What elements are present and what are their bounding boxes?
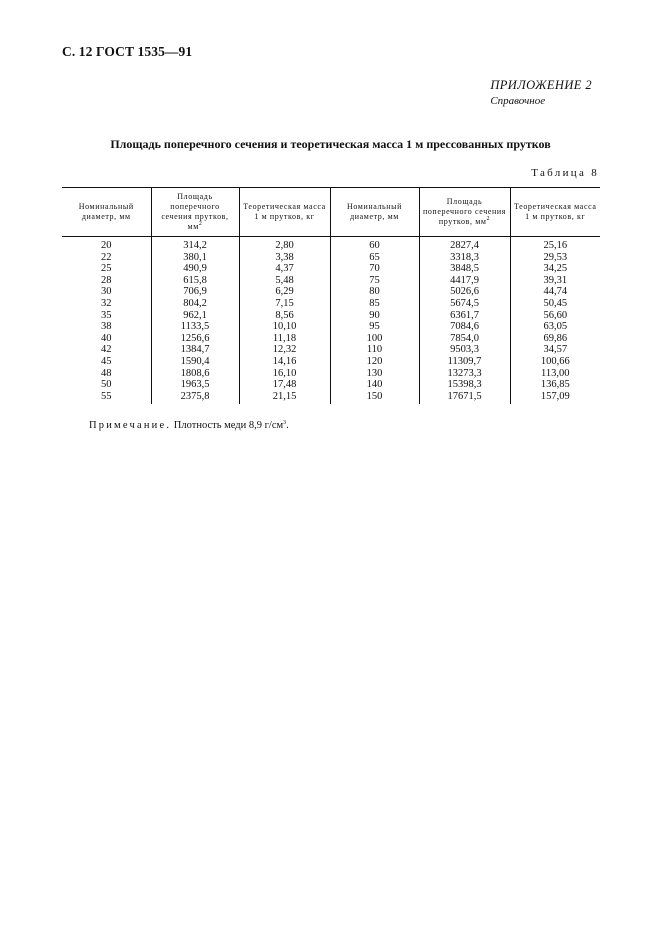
table-cell: 4,37 (239, 263, 330, 275)
table-cell: 90 (330, 310, 419, 322)
table-cell: 5674,5 (419, 298, 510, 310)
table-cell: 34,25 (510, 263, 600, 275)
table-cell: 63,05 (510, 321, 600, 333)
table-row (62, 298, 600, 310)
table-cell: 25 (101, 263, 112, 275)
note-label: Примечание. (89, 420, 172, 431)
table-cell: 32 (101, 297, 112, 309)
note-text: Плотность меди 8,9 г/см (173, 420, 284, 431)
appendix-block (490, 78, 592, 107)
table-cell: 100 (330, 333, 419, 345)
table-cell: 95 (330, 321, 419, 333)
table-cell: 8,56 (239, 310, 330, 322)
table-cell: 3848,5 (419, 263, 510, 275)
appendix-title: ПРИЛОЖЕНИЕ 2 (490, 78, 592, 92)
table-cell: 65 (330, 252, 419, 264)
table-cell: 56,60 (510, 310, 600, 322)
table-cell: 29,53 (510, 252, 600, 264)
table-cell: 110 (330, 344, 419, 356)
table-cell: 15398,3 (419, 379, 510, 391)
table-cell: 9503,3 (419, 344, 510, 356)
table-row (62, 321, 600, 333)
header-cell: Теоретическая масса 1 м прутков, кг (239, 188, 330, 237)
table-cell: 11,18 (239, 333, 330, 345)
table-cell: 38 (101, 321, 112, 333)
table-cell: 150 (330, 391, 419, 405)
table-row (62, 391, 600, 405)
table-body (62, 237, 600, 405)
table-cell: 3318,3 (419, 252, 510, 264)
table-cell: 157,09 (510, 391, 600, 405)
appendix-subtitle: Справочное (490, 95, 546, 107)
table-cell: 20 (101, 240, 112, 251)
table-cell: 706,9 (151, 286, 239, 298)
table-cell: 75 (330, 275, 419, 287)
table-row (62, 333, 600, 345)
table-row (62, 263, 600, 275)
table-row (62, 368, 600, 380)
table-cell: 25,16 (510, 237, 600, 252)
table-cell: 130 (330, 368, 419, 380)
table-header-row (62, 188, 600, 237)
table-cell: 2,80 (239, 237, 330, 252)
table-cell: 1590,4 (151, 356, 239, 368)
table-cell: 6,29 (239, 286, 330, 298)
table-cell: 5,48 (239, 275, 330, 287)
table-cell: 7084,6 (419, 321, 510, 333)
table-cell: 2827,4 (419, 237, 510, 252)
table-cell: 42 (101, 344, 112, 356)
table-cell: 2375,8 (151, 391, 239, 405)
header-cell: Теоретическая масса 1 м прутков, кг (510, 188, 600, 237)
table-cell: 1256,6 (151, 333, 239, 345)
table-cell: 22 (101, 251, 112, 263)
table-cell: 7854,0 (419, 333, 510, 345)
table-cell: 100,66 (510, 356, 600, 368)
table-cell: 1133,5 (151, 321, 239, 333)
bars-table (62, 187, 600, 404)
table-cell: 44,74 (510, 286, 600, 298)
table-cell: 48 (101, 367, 112, 379)
table-cell: 4417,9 (419, 275, 510, 287)
table-cell: 314,2 (151, 237, 239, 252)
table-cell: 80 (330, 286, 419, 298)
table-cell: 804,2 (151, 298, 239, 310)
table-cell: 21,15 (239, 391, 330, 405)
table-cell: 50,45 (510, 298, 600, 310)
table-cell: 12,32 (239, 344, 330, 356)
table-cell: 380,1 (151, 252, 239, 264)
table-row (62, 379, 600, 391)
table-cell: 39,31 (510, 275, 600, 287)
table-row (62, 286, 600, 298)
table-cell: 6361,7 (419, 310, 510, 322)
table-cell: 1963,5 (151, 379, 239, 391)
table-row (62, 356, 600, 368)
table-cell: 1384,7 (151, 344, 239, 356)
table-row (62, 310, 600, 322)
table-cell: 28 (101, 274, 112, 286)
table-cell: 17,48 (239, 379, 330, 391)
table-label: Таблица 8 (531, 167, 599, 179)
header-cell: Номинальный диаметр, мм (330, 188, 419, 237)
table-cell: 5026,6 (419, 286, 510, 298)
table-row (62, 275, 600, 287)
header-cell: Номинальный диаметр, мм (62, 188, 151, 237)
table-cell: 120 (330, 356, 419, 368)
table-cell: 30 (101, 286, 112, 298)
header-cell: Площадь поперечного сечения прутков, $мм^2$ (419, 188, 510, 237)
page-header: С. 12 ГОСТ 1535—91 (62, 44, 193, 59)
table-cell: 35 (101, 309, 112, 321)
table-cell: 136,85 (510, 379, 600, 391)
table-cell: 40 (101, 332, 112, 344)
table-cell: 50 (101, 379, 112, 391)
table-cell: 113,00 (510, 368, 600, 380)
table-cell: 70 (330, 263, 419, 275)
table-cell: 17671,5 (419, 391, 510, 405)
table-cell: 16,10 (239, 368, 330, 380)
table-cell: 615,8 (151, 275, 239, 287)
table-cell: 490,9 (151, 263, 239, 275)
table-cell: 11309,7 (419, 356, 510, 368)
note-superscript: 3 (283, 420, 287, 426)
table-cell: 962,1 (151, 310, 239, 322)
table-cell: 60 (330, 237, 419, 252)
table-row (62, 344, 600, 356)
table-cell: 13273,3 (419, 368, 510, 380)
table-cell: 69,86 (510, 333, 600, 345)
table-cell: 140 (330, 379, 419, 391)
table-cell: 45 (101, 355, 112, 367)
table-note: Примечание. Плотность меди 8,9 $г/см^3$. (89, 420, 289, 431)
table-cell: 10,10 (239, 321, 330, 333)
table-cell: 85 (330, 298, 419, 310)
table-row (62, 252, 600, 264)
data-table-wrapper (62, 187, 600, 404)
table-cell: 3,38 (239, 252, 330, 264)
header-cell: Площадь поперечного сечения прутков, $мм^2$ (151, 188, 239, 237)
table-cell: 55 (101, 390, 112, 402)
table-cell: 14,16 (239, 356, 330, 368)
table-cell: 34,57 (510, 344, 600, 356)
table-row (62, 237, 600, 252)
table-cell: 7,15 (239, 298, 330, 310)
table-cell: 1808,6 (151, 368, 239, 380)
document-title: Площадь поперечного сечения и теоретическая масса 1 м прессованных прутков (110, 137, 551, 151)
